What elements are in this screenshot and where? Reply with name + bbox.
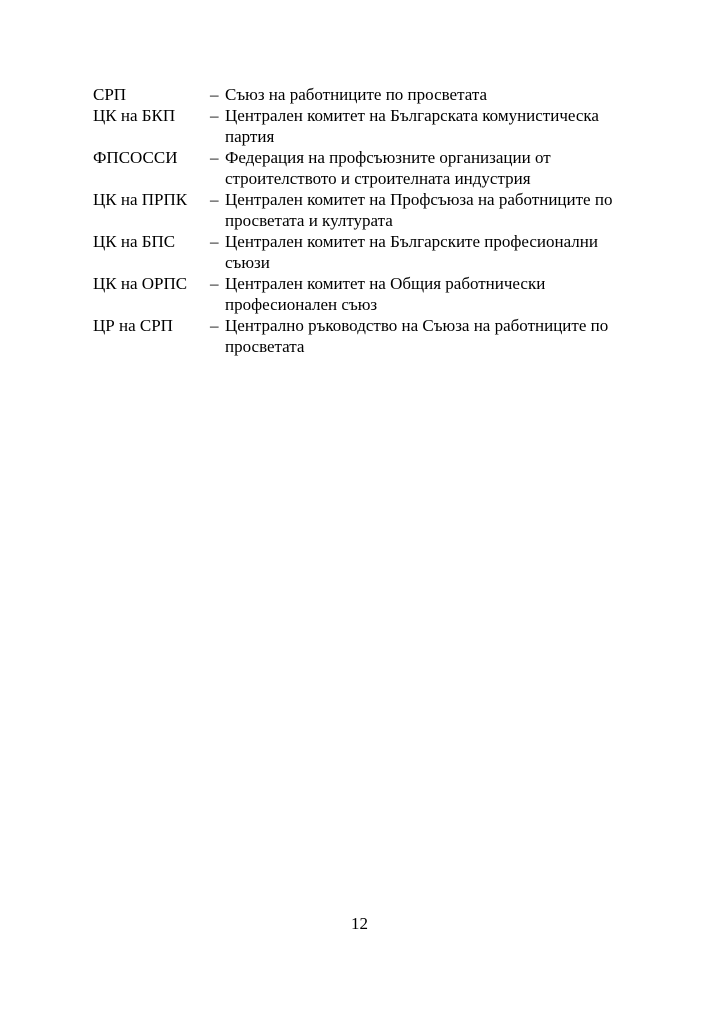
- abbreviation-term: ФПСОССИ: [93, 148, 178, 167]
- abbreviation-row: [93, 189, 633, 231]
- abbreviation-definition: Централно ръководство на Съюза на работниците по просветата: [225, 316, 609, 356]
- abbreviation-term: ЦК на ОРПС: [93, 274, 188, 293]
- abbreviation-definition: Централен комитет на Българските професионални съюзи: [225, 232, 598, 272]
- abbreviation-definition: Федерация на профсъюзните организации от строителството и строителната индустрия: [225, 148, 551, 188]
- abbreviation-definition: Централен комитет на Профсъюза на работниците по просветата и културата: [225, 190, 613, 230]
- abbreviation-row: [93, 84, 633, 105]
- abbreviation-row: [93, 231, 633, 273]
- abbreviation-term: ЦК на БПС: [93, 232, 176, 251]
- abbreviation-dash: –: [210, 316, 219, 335]
- abbreviation-row: [93, 273, 633, 315]
- abbreviation-row: [93, 105, 633, 147]
- abbreviation-term: СРП: [93, 85, 127, 104]
- abbreviation-dash: –: [210, 85, 219, 104]
- abbreviation-definition: Централен комитет на Българската комунистическа партия: [225, 106, 599, 146]
- page-number: 12: [351, 914, 368, 933]
- abbreviation-row: [93, 147, 633, 189]
- abbreviation-term: ЦК на ПРПК: [93, 190, 188, 209]
- abbreviation-dash: –: [210, 106, 219, 125]
- abbreviation-dash: –: [210, 190, 219, 209]
- abbreviation-dash: –: [210, 274, 219, 293]
- abbreviation-definition: Съюз на работниците по просветата: [225, 85, 488, 104]
- abbreviation-dash: –: [210, 148, 219, 167]
- abbreviation-term: ЦР на СРП: [93, 316, 173, 335]
- abbreviation-definition: Централен комитет на Общия работнически професионален съюз: [225, 274, 546, 314]
- abbreviation-row: [93, 315, 633, 357]
- abbreviation-term: ЦК на БКП: [93, 106, 176, 125]
- abbreviation-dash: –: [210, 232, 219, 251]
- abbreviations-list: [93, 84, 633, 357]
